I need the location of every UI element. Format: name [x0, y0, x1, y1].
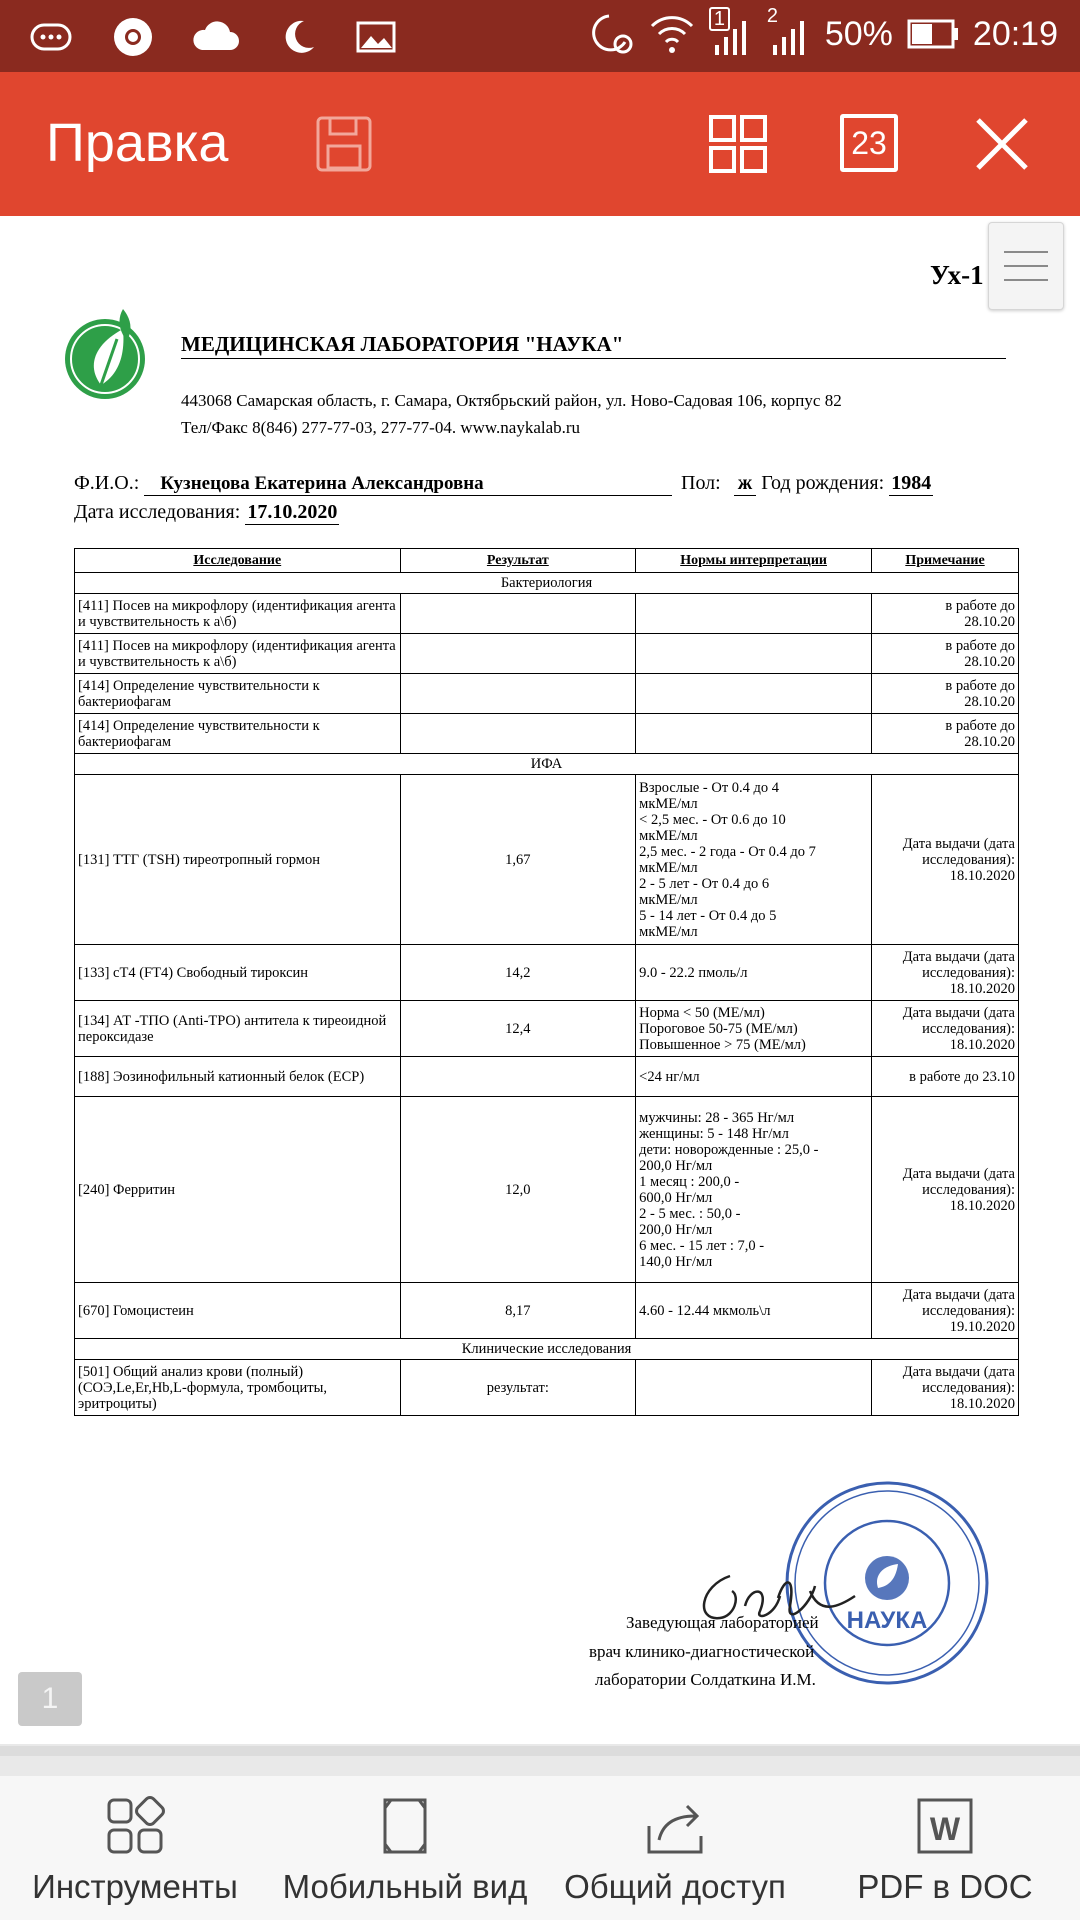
- cell-norms: 4.60 - 12.44 мкмоль\л: [636, 1283, 872, 1339]
- cell-test: [188] Эозинофильный катионный белок (ECP): [75, 1057, 401, 1097]
- cell-result: 1,67: [400, 775, 636, 945]
- battery-percent: 50%: [824, 14, 893, 53]
- signal-sim1-icon: [709, 8, 753, 57]
- header-result: Результат: [400, 549, 636, 573]
- save-icon[interactable]: [314, 114, 374, 179]
- mobile-view-icon: [375, 1796, 435, 1856]
- cell-result: 14,2: [400, 945, 636, 1001]
- lab-address: 443068 Самарская область, г. Самара, Октябрьский район, ул. Ново-Садовая 106, корпус 82: [181, 391, 842, 410]
- signature-icon: [690, 1536, 870, 1651]
- date-line: [74, 501, 339, 525]
- cell-test: [240] Ферритин: [75, 1097, 401, 1283]
- lab-name-underline: [181, 358, 1006, 359]
- cell-result: 8,17: [400, 1283, 636, 1339]
- table-row: [75, 674, 1019, 714]
- cell-result: результат:: [400, 1360, 636, 1416]
- cell-note: в работе до 28.10.20: [872, 714, 1019, 754]
- table-row-atpo: [75, 1001, 1019, 1057]
- table-row-blood: [75, 1360, 1019, 1416]
- page-count-button[interactable]: 23: [840, 114, 898, 172]
- share-button[interactable]: [540, 1776, 810, 1920]
- sim1-label: 1: [709, 7, 730, 31]
- cell-note: Дата выдачи (дата исследования): 18.10.2020: [872, 1097, 1019, 1283]
- cell-norms: 9.0 - 22.2 пмоль/л: [636, 945, 872, 1001]
- patient-name: Кузнецова Екатерина Александровна: [144, 473, 672, 496]
- page-number-badge: 1: [18, 1672, 82, 1726]
- signature-line-1: Заведующая лабораторией: [626, 1613, 819, 1632]
- lab-phone: Тел/Факс 8(846) 277-77-03, 277-77-04. www.naykalab.ru: [181, 418, 581, 437]
- toolbar-title: Правка: [46, 113, 229, 173]
- lab-logo-icon: [63, 307, 151, 408]
- table-header-row: [75, 549, 1019, 573]
- table-row: [75, 634, 1019, 674]
- cloud-icon: [192, 20, 240, 54]
- tools-button[interactable]: [0, 1776, 270, 1920]
- cell-result: 12,4: [400, 1001, 636, 1057]
- cell-note: Дата выдачи (дата исследования): 18.10.2020: [872, 945, 1019, 1001]
- table-row: [75, 594, 1019, 634]
- results-table: [74, 548, 1019, 1416]
- share-icon: [645, 1796, 705, 1856]
- tools-icon: [105, 1796, 165, 1856]
- word-doc-icon: [915, 1796, 975, 1856]
- tools-label: Инструменты: [32, 1868, 238, 1905]
- share-label: Общий доступ: [564, 1868, 786, 1905]
- chrome-icon: [112, 16, 154, 58]
- cell-test: [501] Общий анализ крови (полный)(СОЭ,Le,Er,Hb,L-формула, тромбоциты, эритроциты): [75, 1360, 401, 1416]
- menu-button[interactable]: [988, 222, 1064, 310]
- date-label: Дата исследования:: [74, 501, 241, 523]
- battery-icon: [907, 18, 959, 50]
- cell-norms: Взрослые - От 0.4 до 4 мкМЕ/мл < 2,5 мес. - От 0.6 до 10 мкМЕ/мл 2,5 мес. - 2 года - От 0.4 до 7 мкМЕ/мл 2 - 5 лет - От 0.4 до 6 мкМЕ/мл 5 - 14 лет - От 0.4 до 5 мкМЕ/мл: [636, 775, 872, 945]
- cell-test: [414] Определение чувствительности к бактериофагам: [75, 674, 401, 714]
- grid-view-icon[interactable]: [708, 114, 768, 179]
- moon-icon: [278, 17, 318, 57]
- birth-label: Год рождения:: [761, 472, 885, 494]
- document-view[interactable]: [0, 216, 1080, 1744]
- date-value: 17.10.2020: [247, 501, 338, 523]
- table-row-ft4: [75, 945, 1019, 1001]
- wifi-icon: [649, 12, 695, 56]
- cell-test: [411] Посев на микрофлору (идентификация агента и чувствительность к а\б): [75, 594, 401, 634]
- moon-alarm-icon: [587, 10, 635, 58]
- table-row: [75, 714, 1019, 754]
- signal-sim2-icon: [766, 5, 811, 57]
- status-bar: [0, 0, 1080, 72]
- sex-birth-line: [681, 472, 933, 496]
- mobile-view-button[interactable]: [270, 1776, 540, 1920]
- cell-test: [133] cT4 (FT4) Свободный тироксин: [75, 945, 401, 1001]
- lab-name: МЕДИЦИНСКАЯ ЛАБОРАТОРИЯ "НАУКА": [181, 332, 624, 356]
- cell-test: [414] Определение чувствительности к бактериофагам: [75, 714, 401, 754]
- patient-label: Ф.И.О.:: [74, 472, 140, 494]
- svg-text:W: W: [929, 1811, 961, 1847]
- signature-line-3: лаборатории Солдаткина И.М.: [595, 1670, 816, 1689]
- clock: 20:19: [972, 14, 1058, 53]
- document-id: Ух-1: [930, 260, 984, 290]
- table-row-ferritin: [75, 1097, 1019, 1283]
- bottom-toolbar: [0, 1776, 1080, 1920]
- close-icon[interactable]: [972, 114, 1032, 179]
- sim2-label: 2: [766, 5, 778, 27]
- section-clinical: Клинические исследования: [75, 1339, 1019, 1360]
- cell-test: [670] Гомоцистеин: [75, 1283, 401, 1339]
- cell-test: [411] Посев на микрофлору (идентификация агента и чувствительность к а\б): [75, 634, 401, 674]
- pdf-to-doc-label: PDF в DOC: [857, 1868, 1033, 1905]
- cell-note: в работе до 28.10.20: [872, 674, 1019, 714]
- cell-result: 12,0: [400, 1097, 636, 1283]
- page-separator: [0, 1746, 1080, 1756]
- header-test: Исследование: [75, 549, 401, 573]
- app-toolbar: [0, 72, 1080, 216]
- cell-test: [134] АТ -ТПО (Anti-TPO) антитела к тиреоидной пероксидазе: [75, 1001, 401, 1057]
- cell-norms: мужчины: 28 - 365 Нг/мл женщины: 5 - 148 Нг/мл дети: новорожденные : 25,0 - 200,0 Нг/мл 1 месяц : 200,0 - 600,0 Нг/мл 2 - 5 мес. : 50,0 - 200,0 Нг/мл 6 мес. - 15 лет : 7,0 - 140,0 Нг/мл: [636, 1097, 872, 1283]
- section-bacteriology: Бактериология: [75, 573, 1019, 594]
- cell-test: [131] ТТГ (TSH) тиреотропный гормон: [75, 775, 401, 945]
- cell-norms: <24 нг/мл: [636, 1057, 872, 1097]
- cell-note: в работе до 28.10.20: [872, 594, 1019, 634]
- table-row-tsh: [75, 775, 1019, 945]
- table-row-homocysteine: [75, 1283, 1019, 1339]
- sex-label: Пол:: [681, 472, 721, 494]
- document-page: [0, 216, 1080, 1744]
- message-icon: [30, 19, 74, 55]
- pdf-to-doc-button[interactable]: [810, 1776, 1080, 1920]
- birth-year: 1984: [891, 472, 932, 494]
- sex-value: ж: [734, 472, 757, 496]
- image-icon: [356, 20, 396, 54]
- svg-text:НАУКА: НАУКА: [846, 1607, 928, 1634]
- cell-note: Дата выдачи (дата исследования): 19.10.2020: [872, 1283, 1019, 1339]
- cell-note: в работе до 28.10.20: [872, 634, 1019, 674]
- cell-note: Дата выдачи (дата исследования): 18.10.2020: [872, 1001, 1019, 1057]
- table-row-ecp: [75, 1057, 1019, 1097]
- mobile-view-label: Мобильный вид: [282, 1868, 528, 1905]
- signature-line-2: врач клинико-диагностической: [589, 1642, 815, 1661]
- header-note: Примечание: [872, 549, 1019, 573]
- cell-note: в работе до 23.10: [872, 1057, 1019, 1097]
- patient-line: [74, 472, 672, 496]
- header-norms: Нормы интерпретации: [636, 549, 872, 573]
- section-ifa: ИФА: [75, 754, 1019, 775]
- cell-note: Дата выдачи (дата исследования): 18.10.2020: [872, 1360, 1019, 1416]
- cell-note: Дата выдачи (дата исследования): 18.10.2020: [872, 775, 1019, 945]
- cell-norms: Норма < 50 (МЕ/мл) Пороговое 50-75 (МЕ/мл) Повышенное > 75 (МЕ/мл): [636, 1001, 872, 1057]
